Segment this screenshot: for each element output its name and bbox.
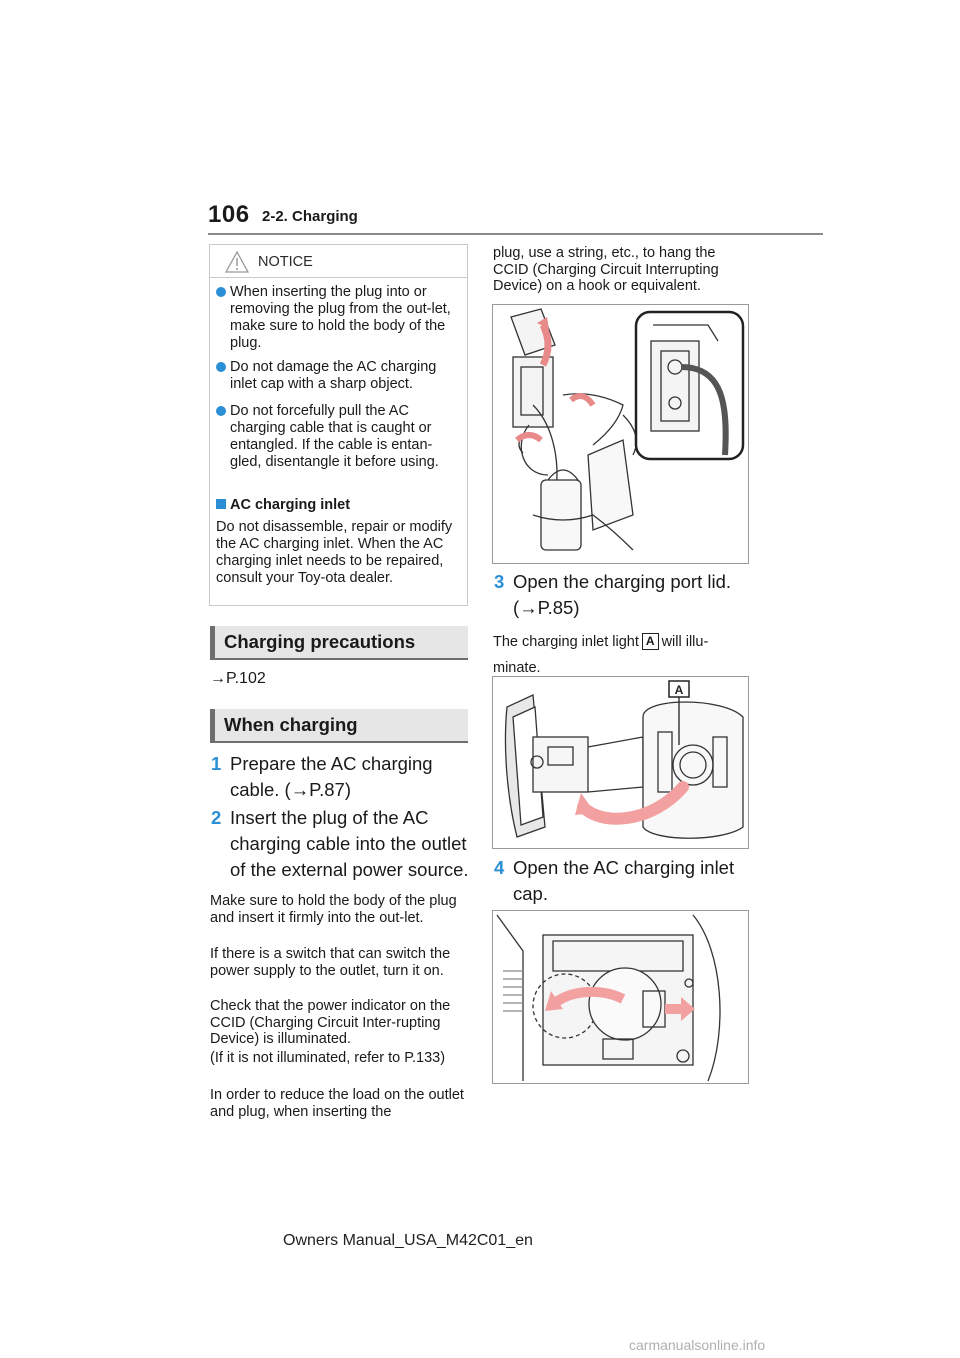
header-rule (208, 233, 823, 235)
inlet-cap-illustration (493, 911, 749, 1084)
figure-charging-port-lid (492, 676, 749, 849)
label-a-icon: A (642, 633, 659, 650)
figure-inlet-cap (492, 910, 749, 1084)
section-title: 2-2. Charging (262, 208, 358, 225)
bullet-icon (216, 406, 226, 416)
outlet-plug-illustration (493, 305, 749, 564)
notice-paragraph: Do not disassemble, repair or modify the AC charging inlet. When the AC charging inlet needs to be repaired, consult your Toy-ota dealer. (216, 519, 453, 586)
warning-icon (225, 251, 249, 273)
charging-light-note: The charging inlet light A will illu-minate. (493, 634, 709, 676)
notice-header (210, 245, 467, 278)
section-heading-when-charging: When charging (210, 709, 468, 743)
figure-label-a: A (674, 683, 684, 697)
notice-title: NOTICE (258, 254, 313, 270)
paragraph: In order to reduce the load on the outlet and plug, when inserting the (210, 1087, 464, 1120)
bullet-icon (216, 362, 226, 372)
page-reference: →P.102 (210, 670, 266, 687)
paragraph: (If it is not illuminated, refer to P.133) (210, 1050, 446, 1066)
paragraph: Make sure to hold the body of the plug and insert it firmly into the out-let. (210, 893, 457, 926)
footer-manual-id: Owners Manual_USA_M42C01_en (283, 1232, 533, 1249)
bullet-icon (216, 287, 226, 297)
paragraph: If there is a switch that can switch the power supply to the outlet, turn it on. (210, 946, 451, 979)
continued-paragraph: plug, use a string, etc., to hang the CCID (Charging Circuit Interrupting Device) on a hook or equivalent. (493, 245, 719, 294)
page-number: 106 (208, 201, 250, 228)
paragraph: Check that the power indicator on the CCID (Charging Circuit Inter-rupting Device) is illuminated. (210, 998, 451, 1047)
watermark: carmanualsonline.info (629, 1337, 766, 1353)
figure-outlet-plug (492, 304, 749, 564)
section-heading-precautions: Charging precautions (210, 626, 468, 660)
notice-subhead: AC charging inlet (216, 497, 350, 513)
notice-box: NOTICE When inserting the plug into or removing the plug from the out-let, make sure to hold the body of the plug. Do not damage the AC charging inlet cap with a sharp object. Do not forcefully pull the AC charging cable that is caught or entangled. If the cable is entan-gled, disentangle it before using. AC charging inlet Do not disassemble, repair or modify the AC charging inlet. When the AC charging inlet needs to be repaired, consult your Toy-ota dealer. (209, 244, 468, 606)
square-bullet-icon (216, 499, 226, 509)
charging-port-illustration (493, 677, 749, 849)
